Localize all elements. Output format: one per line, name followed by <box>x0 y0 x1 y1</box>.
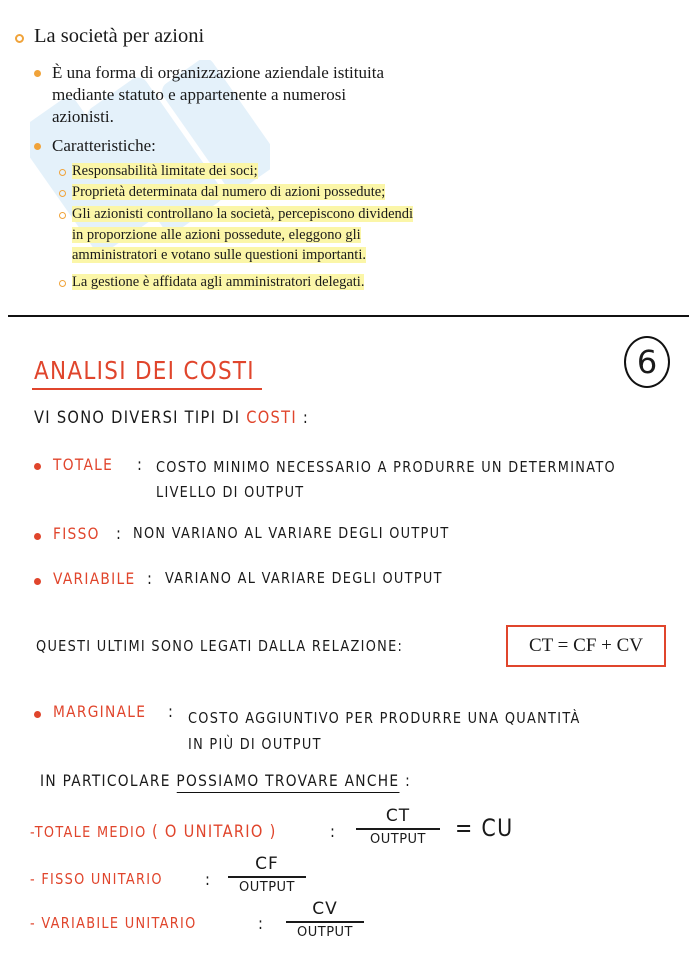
bullet-icon <box>34 70 41 77</box>
item-text: COSTO MINIMO NECESSARIO A PRODURRE UN DETERMINATO LIVELLO DI OUTPUT <box>156 458 616 501</box>
unit-cost-colon: : <box>205 870 212 890</box>
particolare-underlined: POSSIAMO TROVARE ANCHE <box>176 771 399 793</box>
red-bullet-icon <box>34 578 41 585</box>
red-bullet-icon <box>34 533 41 540</box>
fraction-denominator: OUTPUT <box>297 924 353 940</box>
fraction-numerator: CF <box>255 854 279 874</box>
relation-text: QUESTI ULTIMI SONO LEGATI DALLA RELAZIONE: <box>36 637 404 655</box>
bullet-text: È una forma di organizzazione aziendale istituita mediante statuto e appartenente a numerosi azionisti. <box>52 63 384 126</box>
title-underline <box>32 388 262 390</box>
marginal-sep: : <box>168 702 175 722</box>
intro-line: VI SONO DIVERSI TIPI DI COSTI : <box>34 408 310 428</box>
item-sep: : <box>137 455 144 475</box>
page-number-circle <box>624 336 670 388</box>
fraction-denominator: OUTPUT <box>239 879 295 895</box>
sub-bullet-icon <box>59 190 66 197</box>
fraction <box>286 899 364 940</box>
fraction <box>228 854 306 895</box>
bullet-icon <box>34 143 41 150</box>
formula: CT = CF + CV <box>529 635 643 656</box>
fraction <box>356 806 440 847</box>
sub-bullet-text: Responsabilità limitate dei soci; <box>72 163 258 179</box>
unit-cost-label: -TOTALE MEDIO ( O UNITARIO ) <box>30 822 277 842</box>
sub-bullet-icon <box>59 169 66 176</box>
heading-bullet-icon <box>15 34 24 43</box>
unit-cost-paren: ( O UNITARIO ) <box>151 822 277 842</box>
item-label: VARIABILE <box>53 569 136 588</box>
item-sep: : <box>116 524 123 544</box>
fraction-numerator: CV <box>312 899 338 919</box>
fraction-numerator: CT <box>385 806 411 826</box>
page-number: 6 <box>636 343 658 381</box>
bullet-text: Caratteristiche: <box>52 136 156 155</box>
red-bullet-icon <box>34 711 41 718</box>
fraction-bar <box>356 828 440 830</box>
notes-title: ANALISI DEI COSTI <box>34 356 255 385</box>
section-divider <box>8 315 689 317</box>
item-label: TOTALE <box>53 455 114 474</box>
item-text: NON VARIANO AL VARIARE DEGLI OUTPUT <box>133 524 450 542</box>
particolare-line: IN PARTICOLARE POSSIAMO TROVARE ANCHE : <box>40 771 411 790</box>
item-text: VARIANO AL VARIARE DEGLI OUTPUT <box>165 569 443 587</box>
unit-cost-colon: : <box>330 822 337 842</box>
marginal-text: COSTO AGGIUNTIVO PER PRODURRE UNA QUANTITÀ IN PIÙ DI OUTPUT <box>188 709 581 753</box>
section-heading: La società per azioni <box>34 25 205 47</box>
fraction-denominator: OUTPUT <box>370 831 426 847</box>
sub-bullet-icon <box>59 280 66 287</box>
marginal-label: MARGINALE <box>53 702 147 721</box>
unit-cost-result: = CU <box>455 814 514 842</box>
fraction-bar <box>286 921 364 923</box>
sub-bullet-icon <box>59 212 66 219</box>
sub-bullet-text: Gli azionisti controllano la società, percepiscono dividendi in proporzione alle azioni possedute, eleggono gli amministratori e votano sulle questioni importanti. <box>72 206 414 263</box>
sub-bullet-text: La gestione è affidata agli amministratori delegati. <box>72 274 365 290</box>
sub-bullet-text: Proprietà determinata dal numero di azioni possedute; <box>72 184 386 200</box>
formula-box <box>506 625 666 667</box>
unit-cost-colon: : <box>258 914 265 934</box>
unit-cost-label: - VARIABILE UNITARIO <box>30 914 197 932</box>
red-bullet-icon <box>34 463 41 470</box>
item-label: FISSO <box>53 524 100 543</box>
fraction-bar <box>228 876 306 878</box>
item-sep: : <box>147 569 154 589</box>
unit-cost-label: - FISSO UNITARIO <box>30 870 163 888</box>
intro-highlight: COSTI <box>246 408 297 428</box>
